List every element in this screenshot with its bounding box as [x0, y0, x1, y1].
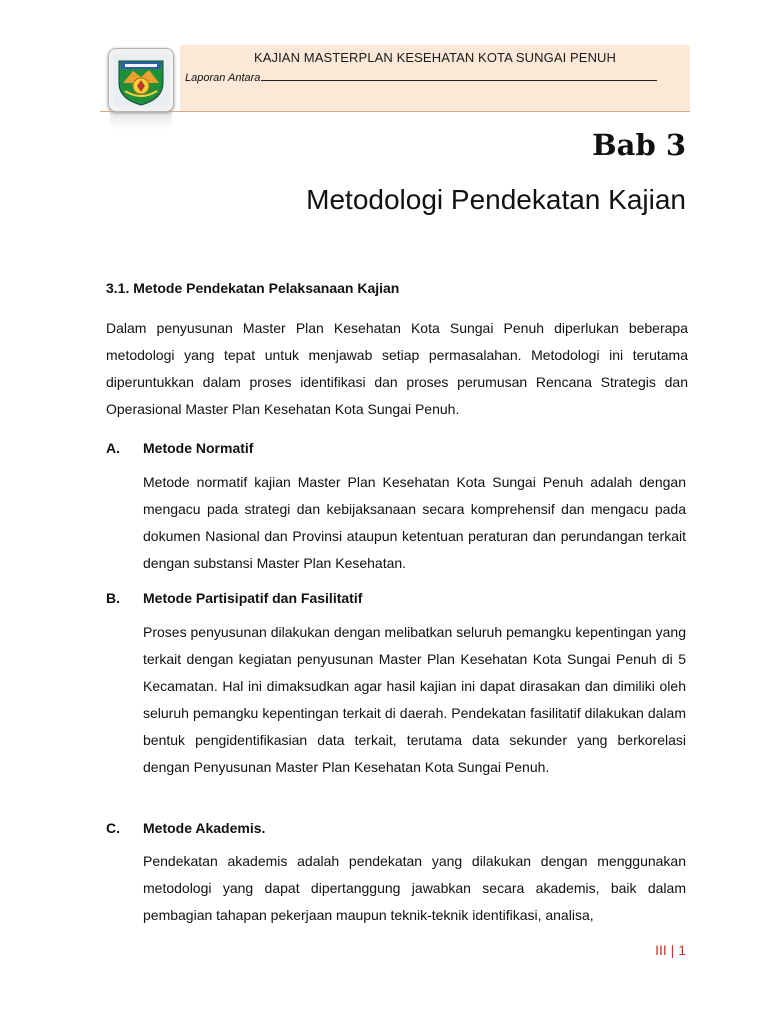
report-type-label: Laporan Antara — [185, 72, 261, 84]
city-emblem-icon — [108, 48, 174, 112]
chapter-title: Metodologi Pendekatan Kajian — [306, 184, 686, 215]
item-title: Metode Akademis. — [143, 820, 266, 836]
item-letter: A. — [106, 440, 120, 456]
intro-paragraph: Dalam penyusunan Master Plan Kesehatan Kota Sungai Penuh diperlukan beberapa metodologi yang tepat untuk menjawab setiap permasalahan. Metodologi ini terutama diperuntukkan dalam proses identifikasi dan proses perumusan Rencana Strategis dan Operasional Master Plan Kesehatan Kota Sungai Penuh. — [106, 320, 688, 417]
section-heading: 3.1. Metode Pendekatan Pelaksanaan Kajian — [106, 280, 400, 296]
item-title: Metode Normatif — [143, 440, 254, 456]
header-underline — [261, 72, 657, 81]
page-number: III | 1 — [655, 942, 686, 958]
header-title: KAJIAN MASTERPLAN KESEHATAN KOTA SUNGAI PENUH — [253, 50, 617, 65]
chapter-number: Bab 3 — [592, 128, 686, 162]
item-letter: C. — [106, 820, 120, 836]
item-title: Metode Partisipatif dan Fasilitatif — [143, 590, 363, 606]
logo-reflection — [110, 112, 172, 130]
item-letter: B. — [106, 590, 120, 606]
item-b-paragraph: Proses penyusunan dilakukan dengan melibatkan seluruh pemangku kepentingan yang terkait dengan kegiatan penyusunan Master Plan Kesehatan Kota Sungai Penuh di 5 Kecamatan. Hal ini dimaksudkan agar hasil kajian ini dapat dirasakan dan dimiliki oleh seluruh pemangku kepentingan terkait di daerah. Pendekatan fasilitatif dilakukan dalam bentuk pengidentifikasian data terkait, terutama data sekunder yang berkorelasi dengan Penyusunan Master Plan Kesehatan Kota Sungai Penuh. — [143, 624, 686, 775]
header-subtitle — [185, 72, 657, 84]
item-a-paragraph: Metode normatif kajian Master Plan Kesehatan Kota Sungai Penuh adalah dengan mengacu pada strategi dan kebijaksanaan secara komprehensif dan mengacu pada dokumen Nasional dan Provinsi ataupun ketentuan peraturan dan perundangan terkait dengan substansi Master Plan Kesehatan. — [143, 474, 686, 571]
header-divider — [100, 111, 690, 112]
item-c-paragraph: Pendekatan akademis adalah pendekatan yang dilakukan dengan menggunakan metodologi yang dapat dipertanggung jawabkan secara akademis, baik dalam pembagian tahapan pekerjaan maupun teknik-teknik identifikasi, analisa, — [143, 853, 686, 923]
